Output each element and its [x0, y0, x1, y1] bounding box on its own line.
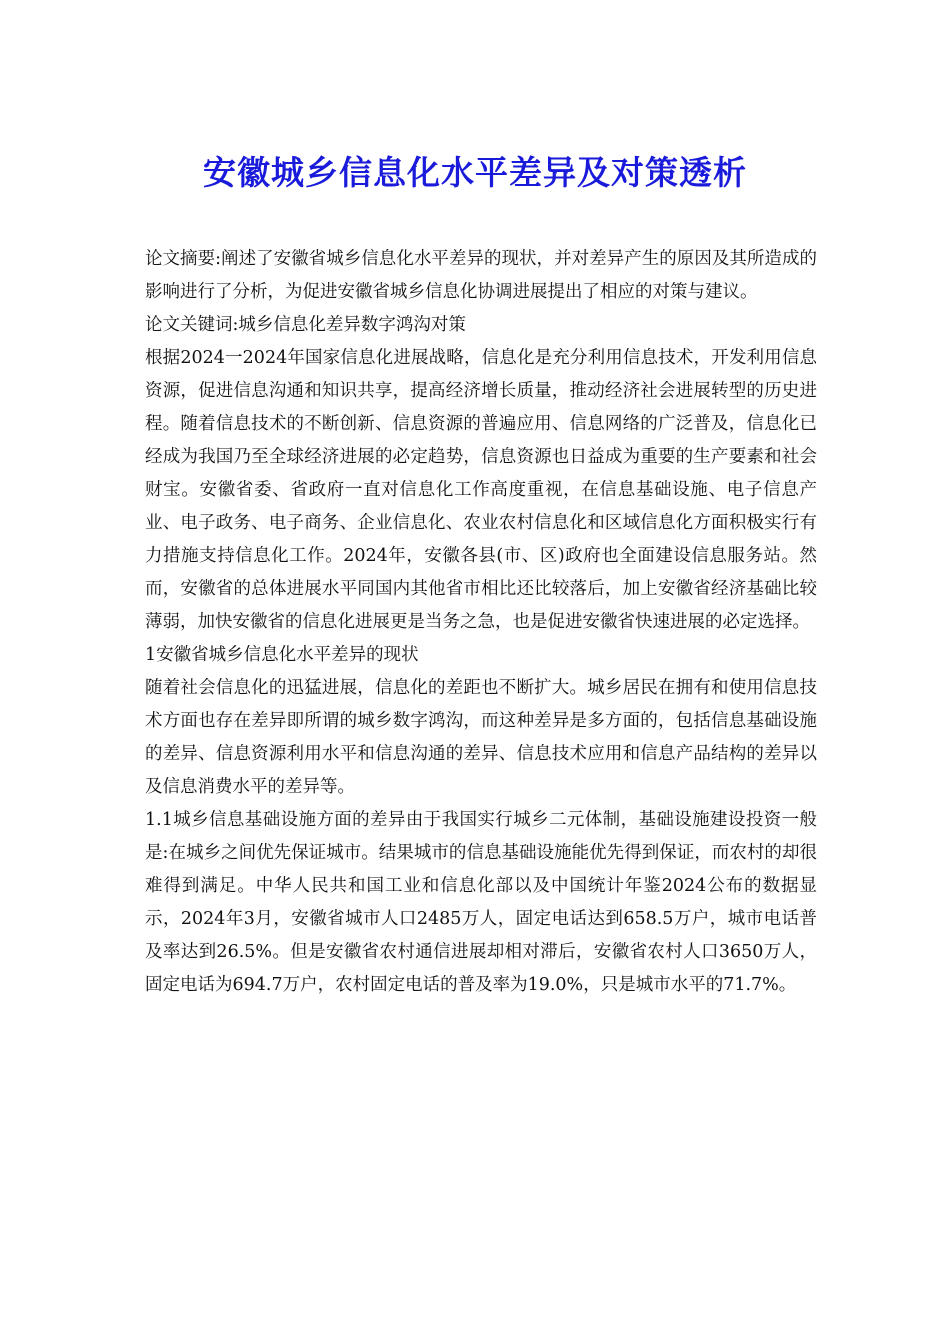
intro-paragraph: 根据2024一2024年国家信息化进展战略，信息化是充分利用信息技术，开发利用信息资源，促进信息沟通和知识共享，提高经济增长质量，推动经济社会进展转型的历史进程。随着信息技术的不断创新、信息资源的普遍应用、信息网络的广泛普及，信息化已经成为我国乃至全球经济进展的必定趋势，信息资源也日益成为重要的生产要素和社会财宝。安徽省委、省政府一直对信息化工作高度重视，在信息基础设施、电子信息产业、电子政务、电子商务、企业信息化、农业农村信息化和区域信息化方面积极实行有力措施支持信息化工作。2024年，安徽各县(市、区)政府也全面建设信息服务站。然而，安徽省的总体进展水平同国内其他省市相比还比较落后，加上安徽省经济基础比较薄弱，加快安徽省的信息化进展更是当务之急，也是促进安徽省快速进展的必定选择。 [145, 348, 817, 632]
section-heading: 1安徽省城乡信息化水平差异的现状 [145, 645, 419, 665]
document-body [145, 243, 817, 1002]
keywords-paragraph: 论文关键词:城乡信息化差异数字鸿沟对策 [145, 315, 466, 335]
abstract-paragraph: 论文摘要:阐述了安徽省城乡信息化水平差异的现状，并对差异产生的原因及其所造成的影响进行了分析，为促进安徽省城乡信息化协调进展提出了相应的对策与建议。 [145, 249, 817, 302]
section-paragraph: 随着社会信息化的迅猛进展，信息化的差距也不断扩大。城乡居民在拥有和使用信息技术方面也存在差异即所谓的城乡数字鸿沟，而这种差异是多方面的，包括信息基础设施的差异、信息资源利用水平和信息沟通的差异、信息技术应用和信息产品结构的差异以及信息消费水平的差异等。 [145, 678, 817, 797]
subsection-paragraph: 1.1城乡信息基础设施方面的差异由于我国实行城乡二元体制，基础设施建设投资一般是:在城乡之间优先保证城市。结果城市的信息基础设施能优先得到保证，而农村的却很难得到满足。中华人民共和国工业和信息化部以及中国统计年鉴2024公布的数据显示，2024年3月，安徽省城市人口2485万人，固定电话达到658.5万户，城市电话普及率达到26.5%。但是安徽省农村通信进展却相对滞后，安徽省农村人口3650万人，固定电话为694.7万户，农村固定电话的普及率为19.0%，只是城市水平的71.7%。 [145, 810, 817, 995]
page-title: 安徽城乡信息化水平差异及对策透析 [203, 153, 747, 193]
